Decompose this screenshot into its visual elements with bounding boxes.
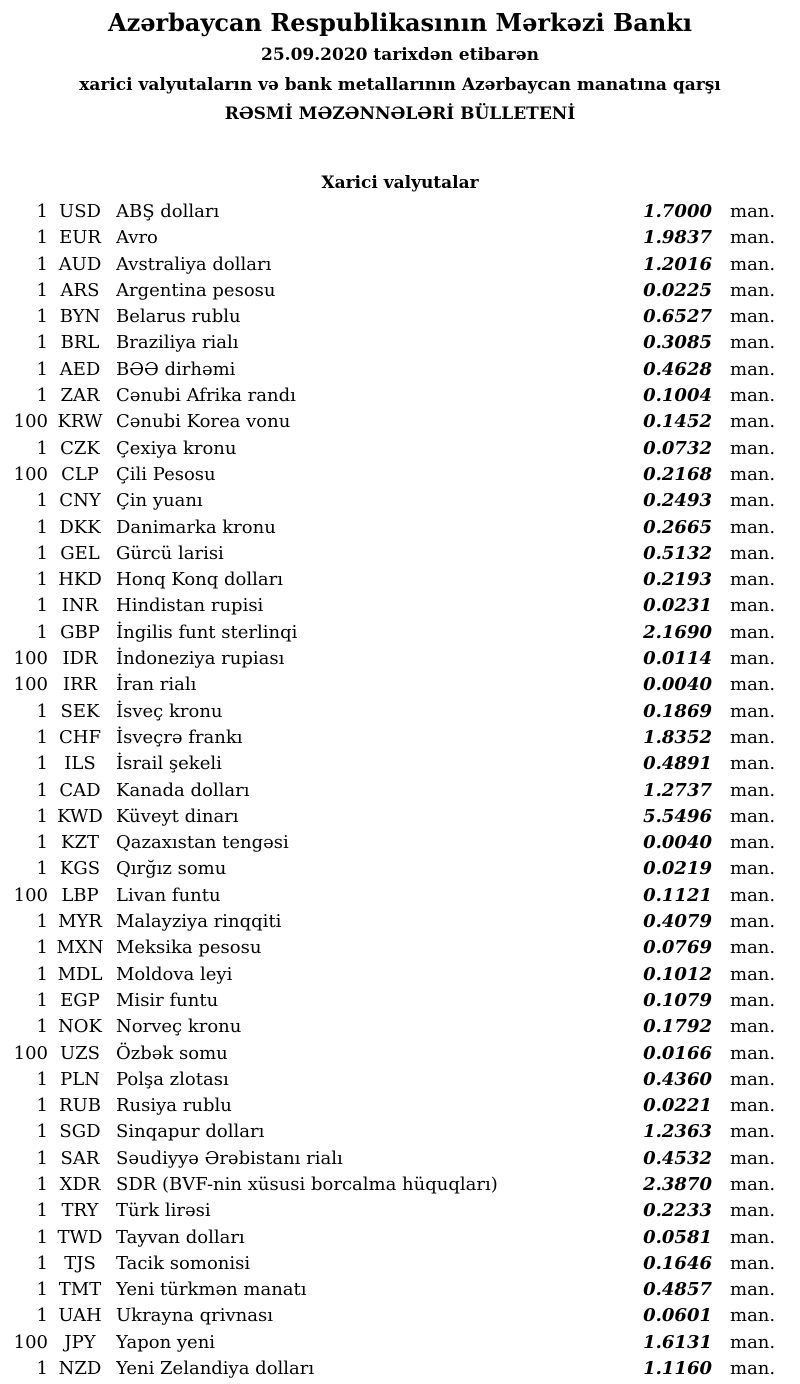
unit-label: man.: [730, 1016, 776, 1038]
rate-row: [0, 830, 800, 856]
rate-row: [0, 962, 800, 988]
nominal-amount: 1: [36, 437, 48, 459]
nominal-amount: 100: [13, 463, 48, 485]
nominal-amount: 100: [13, 1042, 48, 1064]
unit-label: man.: [730, 621, 776, 643]
currency-name: Belarus rublu: [116, 306, 241, 328]
currency-code: HKD: [58, 569, 102, 591]
unit-label: man.: [730, 358, 776, 380]
unit-label: man.: [730, 1200, 776, 1222]
currency-code: XDR: [59, 1173, 101, 1195]
currency-name: Avstraliya dolları: [116, 253, 272, 275]
rate-value: 0.0221: [643, 1095, 712, 1117]
rate-value: 0.1079: [643, 989, 712, 1011]
currency-code: GEL: [60, 542, 100, 564]
rate-value: 0.0601: [643, 1305, 712, 1327]
currency-name: Çin yuanı: [116, 490, 203, 512]
rate-row: [0, 436, 800, 462]
currency-name: Ukrayna qrivnası: [116, 1305, 273, 1327]
rate-value: 0.0769: [643, 937, 712, 959]
unit-label: man.: [730, 1068, 776, 1090]
nominal-amount: 1: [36, 989, 48, 1011]
currency-name: İndoneziya rupiası: [116, 648, 285, 670]
currency-code: ARS: [60, 279, 100, 301]
rate-value: 0.2493: [643, 490, 712, 512]
currency-name: Tacik somonisi: [116, 1252, 251, 1274]
rate-value: 0.2665: [643, 516, 712, 538]
rate-row: [0, 383, 800, 409]
rate-value: 0.0581: [643, 1226, 712, 1248]
rate-value: 0.5132: [643, 542, 712, 564]
rate-value: 0.1792: [643, 1016, 712, 1038]
rate-row: [0, 1119, 800, 1145]
rate-row: [0, 252, 800, 278]
currency-code: EGP: [60, 989, 100, 1011]
rate-value: 0.1121: [643, 884, 712, 906]
currency-name: Cənubi Afrika randı: [116, 385, 296, 407]
nominal-amount: 100: [13, 674, 48, 696]
unit-label: man.: [730, 989, 776, 1011]
unit-label: man.: [730, 227, 776, 249]
currency-name: Braziliya rialı: [116, 332, 239, 354]
currency-name: Yapon yeni: [116, 1331, 216, 1353]
currency-code: TWD: [57, 1226, 103, 1248]
rate-value: 0.0040: [643, 832, 712, 854]
rate-row: [0, 1225, 800, 1251]
rate-row: [0, 988, 800, 1014]
currency-name: Danimarka kronu: [116, 516, 276, 538]
rate-row: [0, 646, 800, 672]
currency-code: ILS: [64, 753, 96, 775]
currency-name: Yeni Zelandiya dolları: [116, 1358, 315, 1380]
unit-label: man.: [730, 1147, 776, 1169]
rate-value: 1.9837: [643, 227, 712, 249]
nominal-amount: 1: [36, 1279, 48, 1301]
currency-name: Türk lirəsi: [116, 1200, 211, 1222]
rate-row: [0, 541, 800, 567]
currency-name: Livan funtu: [116, 884, 221, 906]
currency-name: Kanada dolları: [116, 779, 250, 801]
unit-label: man.: [730, 306, 776, 328]
rate-row: [0, 1067, 800, 1093]
rate-row: [0, 1356, 800, 1382]
nominal-amount: 1: [36, 805, 48, 827]
currency-code: SGD: [59, 1121, 101, 1143]
rate-row: [0, 699, 800, 725]
currency-name: ABŞ dolları: [116, 201, 220, 222]
nominal-amount: 1: [36, 595, 48, 617]
currency-code: MXN: [56, 937, 104, 959]
unit-label: man.: [730, 1358, 776, 1380]
nominal-amount: 1: [36, 1226, 48, 1248]
rate-row: [0, 1198, 800, 1224]
currency-code: BRL: [60, 332, 100, 354]
nominal-amount: 1: [36, 542, 48, 564]
rate-value: 1.2016: [643, 253, 712, 275]
rate-value: 0.4532: [643, 1147, 712, 1169]
nominal-amount: 1: [36, 858, 48, 880]
currency-code: KZT: [61, 832, 99, 854]
currency-name: Rusiya rublu: [116, 1095, 232, 1117]
rate-value: 1.8352: [643, 726, 712, 748]
nominal-amount: 1: [36, 1173, 48, 1195]
currency-code: TMT: [58, 1279, 102, 1301]
rate-row: [0, 1041, 800, 1067]
currency-name: Gürcü larisi: [116, 542, 224, 564]
currency-code: MYR: [58, 911, 102, 933]
currency-code: CHF: [59, 726, 101, 748]
rate-value: 0.0166: [643, 1042, 712, 1064]
unit-label: man.: [730, 516, 776, 538]
document-subtitle: xarici valyutaların və bank metallarının Azərbaycan manatına qarşı: [79, 75, 721, 95]
rate-row: [0, 225, 800, 251]
rate-value: 0.4857: [643, 1279, 712, 1301]
unit-label: man.: [730, 1173, 776, 1195]
rate-value: 0.2233: [643, 1200, 712, 1222]
currency-name: İsveçrə frankı: [116, 726, 243, 748]
rate-value: 1.1160: [643, 1358, 712, 1380]
rate-row: [0, 1277, 800, 1303]
rate-value: 0.1646: [643, 1252, 712, 1274]
rate-value: 0.6527: [643, 306, 712, 328]
unit-label: man.: [730, 805, 776, 827]
rates-table: [0, 199, 800, 1382]
nominal-amount: 1: [36, 621, 48, 643]
currency-code: CNY: [59, 490, 101, 512]
nominal-amount: 1: [36, 700, 48, 722]
rate-value: 0.1004: [643, 385, 712, 407]
unit-label: man.: [730, 463, 776, 485]
currency-code: LBP: [61, 884, 99, 906]
rate-row: [0, 1303, 800, 1329]
currency-code: BYN: [59, 306, 101, 328]
nominal-amount: 1: [36, 1305, 48, 1327]
unit-label: man.: [730, 201, 776, 222]
unit-label: man.: [730, 411, 776, 433]
rate-row: [0, 751, 800, 777]
rate-row: [0, 672, 800, 698]
currency-code: TRY: [61, 1200, 99, 1222]
rate-value: 0.0732: [643, 437, 712, 459]
currency-name: Çexiya kronu: [116, 437, 237, 459]
nominal-amount: 1: [36, 937, 48, 959]
rate-row: [0, 856, 800, 882]
currency-name: İsrail şekeli: [116, 753, 222, 775]
rate-row: [0, 1146, 800, 1172]
unit-label: man.: [730, 963, 776, 985]
currency-name: BƏƏ dirhəmi: [116, 358, 236, 380]
unit-label: man.: [730, 911, 776, 933]
rate-value: 5.5496: [643, 805, 712, 827]
currency-code: USD: [59, 201, 101, 222]
unit-label: man.: [730, 253, 776, 275]
document-header: [0, 0, 800, 129]
currency-name: Özbək somu: [116, 1042, 228, 1064]
currency-code: DKK: [59, 516, 101, 538]
rate-value: 0.0040: [643, 674, 712, 696]
nominal-amount: 1: [36, 1121, 48, 1143]
rate-value: 1.2363: [643, 1121, 712, 1143]
currency-code: JPY: [64, 1331, 96, 1353]
rate-row: [0, 567, 800, 593]
currency-code: ZAR: [60, 385, 100, 407]
rate-value: 1.2737: [643, 779, 712, 801]
rate-value: 1.7000: [643, 201, 712, 222]
rate-value: 0.4628: [643, 358, 712, 380]
unit-label: man.: [730, 1226, 776, 1248]
rate-row: [0, 199, 800, 225]
nominal-amount: 1: [36, 306, 48, 328]
currency-name: Polşa zlotası: [116, 1068, 229, 1090]
nominal-amount: 1: [36, 201, 48, 222]
currency-code: EUR: [59, 227, 101, 249]
nominal-amount: 1: [36, 911, 48, 933]
rate-row: [0, 1251, 800, 1277]
rate-value: 0.4079: [643, 911, 712, 933]
unit-label: man.: [730, 1252, 776, 1274]
currency-code: KRW: [57, 411, 103, 433]
rate-row: [0, 1172, 800, 1198]
unit-label: man.: [730, 884, 776, 906]
rate-value: 0.0219: [643, 858, 712, 880]
unit-label: man.: [730, 490, 776, 512]
currency-name: Qırğız somu: [116, 858, 227, 880]
unit-label: man.: [730, 595, 776, 617]
unit-label: man.: [730, 1279, 776, 1301]
unit-label: man.: [730, 858, 776, 880]
rate-row: [0, 488, 800, 514]
rate-value: 0.2193: [643, 569, 712, 591]
nominal-amount: 100: [13, 648, 48, 670]
unit-label: man.: [730, 385, 776, 407]
currency-name: Moldova leyi: [116, 963, 233, 985]
rate-row: [0, 1330, 800, 1356]
nominal-amount: 1: [36, 279, 48, 301]
rate-row: [0, 515, 800, 541]
currency-name: Meksika pesosu: [116, 937, 262, 959]
rate-row: [0, 935, 800, 961]
rate-value: 1.6131: [643, 1331, 712, 1353]
unit-label: man.: [730, 437, 776, 459]
currency-code: UAH: [58, 1305, 102, 1327]
unit-label: man.: [730, 726, 776, 748]
currency-code: RUB: [59, 1095, 101, 1117]
rate-value: 2.1690: [643, 621, 712, 643]
rate-value: 0.0225: [643, 279, 712, 301]
nominal-amount: 1: [36, 1147, 48, 1169]
rate-value: 0.0114: [643, 648, 712, 670]
currency-code: CAD: [59, 779, 101, 801]
rate-row: [0, 725, 800, 751]
currency-code: IDR: [62, 648, 98, 670]
unit-label: man.: [730, 1121, 776, 1143]
rate-value: 0.1869: [643, 700, 712, 722]
nominal-amount: 1: [36, 1068, 48, 1090]
rate-row: [0, 778, 800, 804]
nominal-amount: 1: [36, 385, 48, 407]
currency-code: NOK: [58, 1016, 102, 1038]
unit-label: man.: [730, 779, 776, 801]
unit-label: man.: [730, 1042, 776, 1064]
nominal-amount: 1: [36, 1200, 48, 1222]
unit-label: man.: [730, 569, 776, 591]
currency-name: Küveyt dinarı: [116, 805, 239, 827]
currency-code: IRR: [62, 674, 98, 696]
nominal-amount: 1: [36, 832, 48, 854]
rate-value: 0.1452: [643, 411, 712, 433]
unit-label: man.: [730, 1305, 776, 1327]
currency-name: Avro: [116, 227, 158, 249]
currency-name: Tayvan dolları: [116, 1226, 245, 1248]
unit-label: man.: [730, 753, 776, 775]
currency-code: INR: [61, 595, 99, 617]
nominal-amount: 1: [36, 516, 48, 538]
nominal-amount: 1: [36, 753, 48, 775]
rate-value: 0.0231: [643, 595, 712, 617]
rate-row: [0, 462, 800, 488]
rate-row: [0, 804, 800, 830]
unit-label: man.: [730, 542, 776, 564]
rate-value: 0.3085: [643, 332, 712, 354]
rate-value: 2.3870: [643, 1173, 712, 1195]
nominal-amount: 1: [36, 332, 48, 354]
nominal-amount: 1: [36, 490, 48, 512]
rate-row: [0, 883, 800, 909]
rate-row: [0, 593, 800, 619]
section-title-foreign-currencies: Xarici valyutalar: [321, 173, 479, 193]
currency-code: GBP: [60, 621, 100, 643]
currency-name: Honq Konq dolları: [116, 569, 283, 591]
rate-row: [0, 1093, 800, 1119]
currency-name: İsveç kronu: [116, 700, 223, 722]
nominal-amount: 100: [13, 884, 48, 906]
unit-label: man.: [730, 832, 776, 854]
currency-code: PLN: [60, 1068, 100, 1090]
nominal-amount: 100: [13, 411, 48, 433]
unit-label: man.: [730, 279, 776, 301]
currency-name: Çili Pesosu: [116, 463, 216, 485]
unit-label: man.: [730, 648, 776, 670]
nominal-amount: 1: [36, 1358, 48, 1380]
nominal-amount: 1: [36, 726, 48, 748]
rate-row: [0, 278, 800, 304]
currency-name: Qazaxıstan tengəsi: [116, 832, 289, 854]
currency-code: SEK: [60, 700, 100, 722]
currency-name: SDR (BVF-nin xüsusi borcalma hüquqları): [116, 1173, 498, 1195]
nominal-amount: 1: [36, 1095, 48, 1117]
bank-title: Azərbaycan Respublikasının Mərkəzi Bankı: [107, 8, 693, 37]
currency-code: CLP: [61, 463, 99, 485]
effective-date-line: 25.09.2020 tarixdən etibarən: [261, 45, 539, 65]
nominal-amount: 1: [36, 253, 48, 275]
currency-name: İran rialı: [116, 674, 197, 696]
unit-label: man.: [730, 1095, 776, 1117]
currency-name: Malayziya rinqqiti: [116, 911, 282, 933]
currency-name: Argentina pesosu: [116, 279, 276, 301]
unit-label: man.: [730, 937, 776, 959]
rate-value: 0.4891: [643, 753, 712, 775]
currency-name: Sinqapur dolları: [116, 1121, 265, 1143]
nominal-amount: 1: [36, 1252, 48, 1274]
rate-value: 0.1012: [643, 963, 712, 985]
rate-row: [0, 409, 800, 435]
currency-name: Cənubi Korea vonu: [116, 411, 291, 433]
rate-value: 0.4360: [643, 1068, 712, 1090]
unit-label: man.: [730, 332, 776, 354]
currency-code: NZD: [58, 1358, 102, 1380]
currency-code: UZS: [59, 1042, 100, 1064]
nominal-amount: 1: [36, 779, 48, 801]
currency-code: CZK: [60, 437, 100, 459]
currency-code: MDL: [57, 963, 103, 985]
rate-row: [0, 1014, 800, 1040]
currency-name: İngilis funt sterlinqi: [116, 621, 298, 643]
currency-code: TJS: [64, 1252, 96, 1274]
rate-value: 0.2168: [643, 463, 712, 485]
nominal-amount: 1: [36, 1016, 48, 1038]
rate-row: [0, 304, 800, 330]
nominal-amount: 1: [36, 227, 48, 249]
currency-code: KGS: [59, 858, 101, 880]
currency-code: KWD: [57, 805, 103, 827]
nominal-amount: 100: [13, 1331, 48, 1353]
currency-code: AUD: [58, 253, 102, 275]
rate-row: [0, 909, 800, 935]
rate-row: [0, 357, 800, 383]
nominal-amount: 1: [36, 569, 48, 591]
rate-row: [0, 330, 800, 356]
unit-label: man.: [730, 700, 776, 722]
currency-code: SAR: [60, 1147, 100, 1169]
currency-name: Norveç kronu: [116, 1016, 242, 1038]
currency-code: AED: [59, 358, 101, 380]
unit-label: man.: [730, 1331, 776, 1353]
currency-name: Misir funtu: [116, 989, 219, 1011]
currency-name: Hindistan rupisi: [116, 595, 264, 617]
currency-name: Səudiyyə Ərəbistanı rialı: [116, 1147, 343, 1169]
nominal-amount: 1: [36, 358, 48, 380]
rate-row: [0, 620, 800, 646]
bulletin-title: RƏSMİ MƏZƏNNƏLƏRİ BÜLLETENİ: [224, 104, 576, 124]
unit-label: man.: [730, 674, 776, 696]
nominal-amount: 1: [36, 963, 48, 985]
currency-name: Yeni türkmən manatı: [116, 1279, 307, 1301]
